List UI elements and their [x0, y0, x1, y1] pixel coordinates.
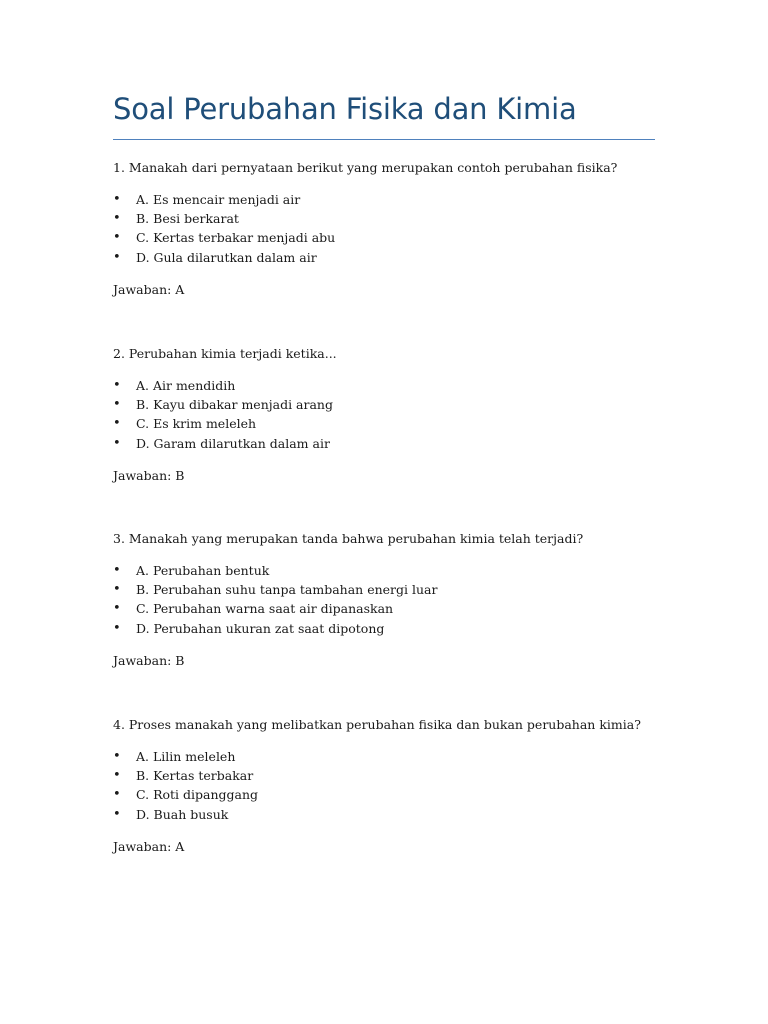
option-label: C. Roti dipanggang [136, 787, 259, 803]
answer-text: Jawaban: B [113, 653, 185, 668]
option-label: D. Gula dilarutkan dalam air [136, 249, 317, 265]
answer-text: Jawaban: B [113, 468, 185, 483]
bullet-icon: • [113, 416, 121, 432]
answer-text: Jawaban: A [113, 839, 185, 854]
option-label: A. Es mencair menjadi air [136, 192, 301, 207]
title-underline [113, 139, 655, 140]
bullet-icon: • [113, 749, 121, 764]
bullet-icon: • [113, 563, 121, 578]
question-text: 3. Manakah yang merupakan tanda bahwa perubahan kimia telah terjadi? [113, 531, 584, 546]
option-label: A. Lilin meleleh [136, 749, 236, 764]
option-label: D. Garam dilarutkan dalam air [136, 435, 330, 451]
bullet-icon: • [113, 787, 121, 803]
option-label: B. Besi berkarat [136, 211, 239, 227]
bullet-icon: • [113, 768, 121, 784]
option-label: B. Kertas terbakar [136, 768, 254, 784]
bullet-icon: • [113, 582, 121, 598]
question-text: 2. Perubahan kimia terjadi ketika... [113, 346, 337, 361]
option-label: C. Perubahan warna saat air dipanaskan [136, 601, 394, 617]
bullet-icon: • [113, 620, 121, 636]
bullet-icon: • [113, 806, 121, 822]
option-label: C. Kertas terbakar menjadi abu [136, 230, 336, 246]
option-label: A. Perubahan bentuk [136, 563, 270, 578]
page-title: Soal Perubahan Fisika dan Kimia [113, 92, 577, 126]
bullet-icon: • [113, 249, 121, 265]
option-label: A. Air mendidih [136, 378, 236, 393]
bullet-icon: • [113, 230, 121, 246]
option-label: C. Es krim meleleh [136, 416, 257, 432]
option-label: B. Perubahan suhu tanpa tambahan energi luar [136, 582, 438, 598]
bullet-icon: • [113, 435, 121, 451]
answer-text: Jawaban: A [113, 282, 185, 297]
bullet-icon: • [113, 601, 121, 617]
bullet-icon: • [113, 192, 121, 207]
option-label: D. Buah busuk [136, 806, 229, 822]
option-label: D. Perubahan ukuran zat saat dipotong [136, 620, 385, 636]
bullet-icon: • [113, 211, 121, 227]
bullet-icon: • [113, 397, 121, 413]
question-text: 4. Proses manakah yang melibatkan perubahan fisika dan bukan perubahan kimia? [113, 717, 641, 732]
option-label: B. Kayu dibakar menjadi arang [136, 397, 333, 413]
bullet-icon: • [113, 378, 121, 393]
question-text: 1. Manakah dari pernyataan berikut yang merupakan contoh perubahan fisika? [113, 160, 618, 175]
